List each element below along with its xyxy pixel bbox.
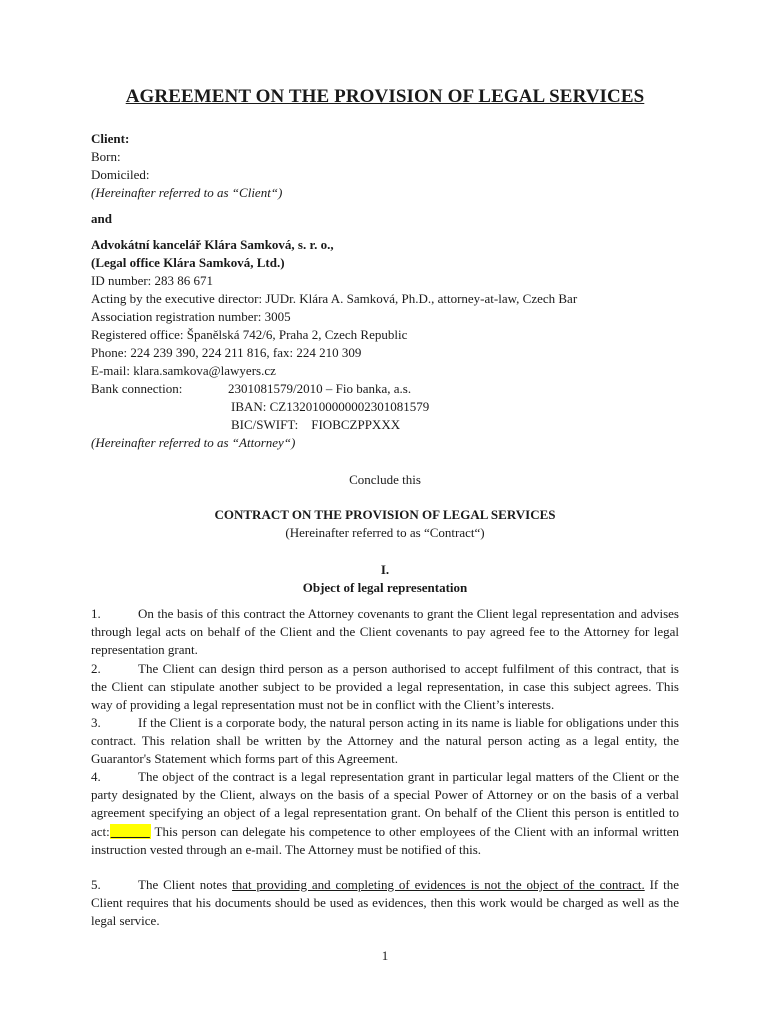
attorney-email: E-mail: klara.samkova@lawyers.cz	[91, 363, 276, 378]
page-number: 1	[381, 948, 389, 963]
underlined-clause: that providing and completing of evidences is not the object of the contract.	[232, 877, 645, 892]
bank-label: Bank connection:	[91, 381, 183, 396]
contract-referred: (Hereinafter referred to as “Contract“)	[285, 525, 485, 540]
paragraph-number: 1.	[91, 606, 101, 621]
paragraph-text-continued: This person can delegate his competence to other employees of the Client with an informal written instruction vested through an e-mail. The Attorney must be notified of this.	[91, 823, 679, 857]
paragraph-5	[91, 876, 679, 931]
paragraph-2	[91, 660, 679, 715]
conclude-text: Conclude this	[349, 472, 421, 487]
attorney-id-number: ID number: 283 86 671	[91, 273, 214, 288]
paragraph-3	[91, 714, 679, 769]
attorney-association: Association registration number: 3005	[91, 309, 291, 324]
client-heading: Client:	[91, 131, 130, 146]
attorney-phone: Phone: 224 239 390, 224 211 816, fax: 224 210 309	[91, 345, 362, 360]
bank-account: 2301081579/2010 – Fio banka, a.s.	[228, 381, 412, 396]
and-label: and	[91, 211, 112, 226]
document-title: AGREEMENT ON THE PROVISION OF LEGAL SERVICES	[125, 86, 645, 107]
client-born: Born:	[91, 149, 121, 164]
paragraph-text-continued: If the Client requires that his documents should be used as evidences, then this work would be charged as well as the legal service.	[91, 877, 679, 929]
paragraph-text: The Client notes	[138, 877, 233, 892]
paragraph-number: 3.	[91, 715, 101, 730]
attorney-referred: (Hereinafter referred to as “Attorney“)	[91, 435, 296, 450]
paragraph-text: The object of the contract is a legal representation grant in particular legal matters of the Client or the party designated by the Client, always on the basis of a special Power of Attorney or on the basis of a verbal agreement specifying an object of a legal representation grant. On behalf of the Client this person is entitled to act:	[91, 769, 679, 839]
client-domiciled: Domiciled:	[91, 167, 150, 182]
paragraph-text: If the Client is a corporate body, the natural person acting in its name is liable for obligations under this contract. This relation shall be written by the Attorney and the natural person acting as a legal entity, the Guarantor's Statement which forms part of this Agreement.	[91, 715, 679, 767]
paragraph-number: 4.	[91, 769, 101, 784]
attorney-name: Advokátní kancelář Klára Samková, s. r. o.,	[91, 237, 334, 252]
contract-title: CONTRACT ON THE PROVISION OF LEGAL SERVICES	[214, 507, 556, 522]
paragraph-4	[91, 768, 679, 859]
attorney-registered-office: Registered office: Španělská 742/6, Praha 2, Czech Republic	[91, 327, 408, 342]
paragraph-text: The Client can design third person as a person authorised to accept fulfilment of this contract, that is the Client can stipulate another subject to be provided a legal representation, in case this subject agrees. This way of providing a legal representation must not be in conflict with the Client’s interests.	[91, 661, 679, 713]
bank-iban: IBAN: CZ1320100000002301081579	[231, 399, 430, 414]
paragraph-number: 5.	[91, 877, 101, 892]
paragraph-text: On the basis of this contract the Attorney covenants to grant the Client legal representation and advises through legal acts on behalf of the Client and the Client covenants to pay agreed fee to the Attorney for legal representation grant.	[91, 606, 679, 658]
attorney-name-en: (Legal office Klára Samková, Ltd.)	[91, 255, 285, 270]
section-title: Object of legal representation	[302, 580, 468, 595]
authorised-person-blank[interactable]: ______	[110, 823, 150, 839]
paragraph-1	[91, 605, 679, 660]
client-referred: (Hereinafter referred to as “Client“)	[91, 185, 283, 200]
section-number: I.	[380, 562, 390, 577]
paragraph-number: 2.	[91, 661, 101, 676]
attorney-acting: Acting by the executive director: JUDr. Klára A. Samková, Ph.D., attorney-at-law, Czech Bar	[91, 291, 578, 306]
bank-bic: BIC/SWIFT: FIOBCZPPXXX	[231, 417, 401, 432]
